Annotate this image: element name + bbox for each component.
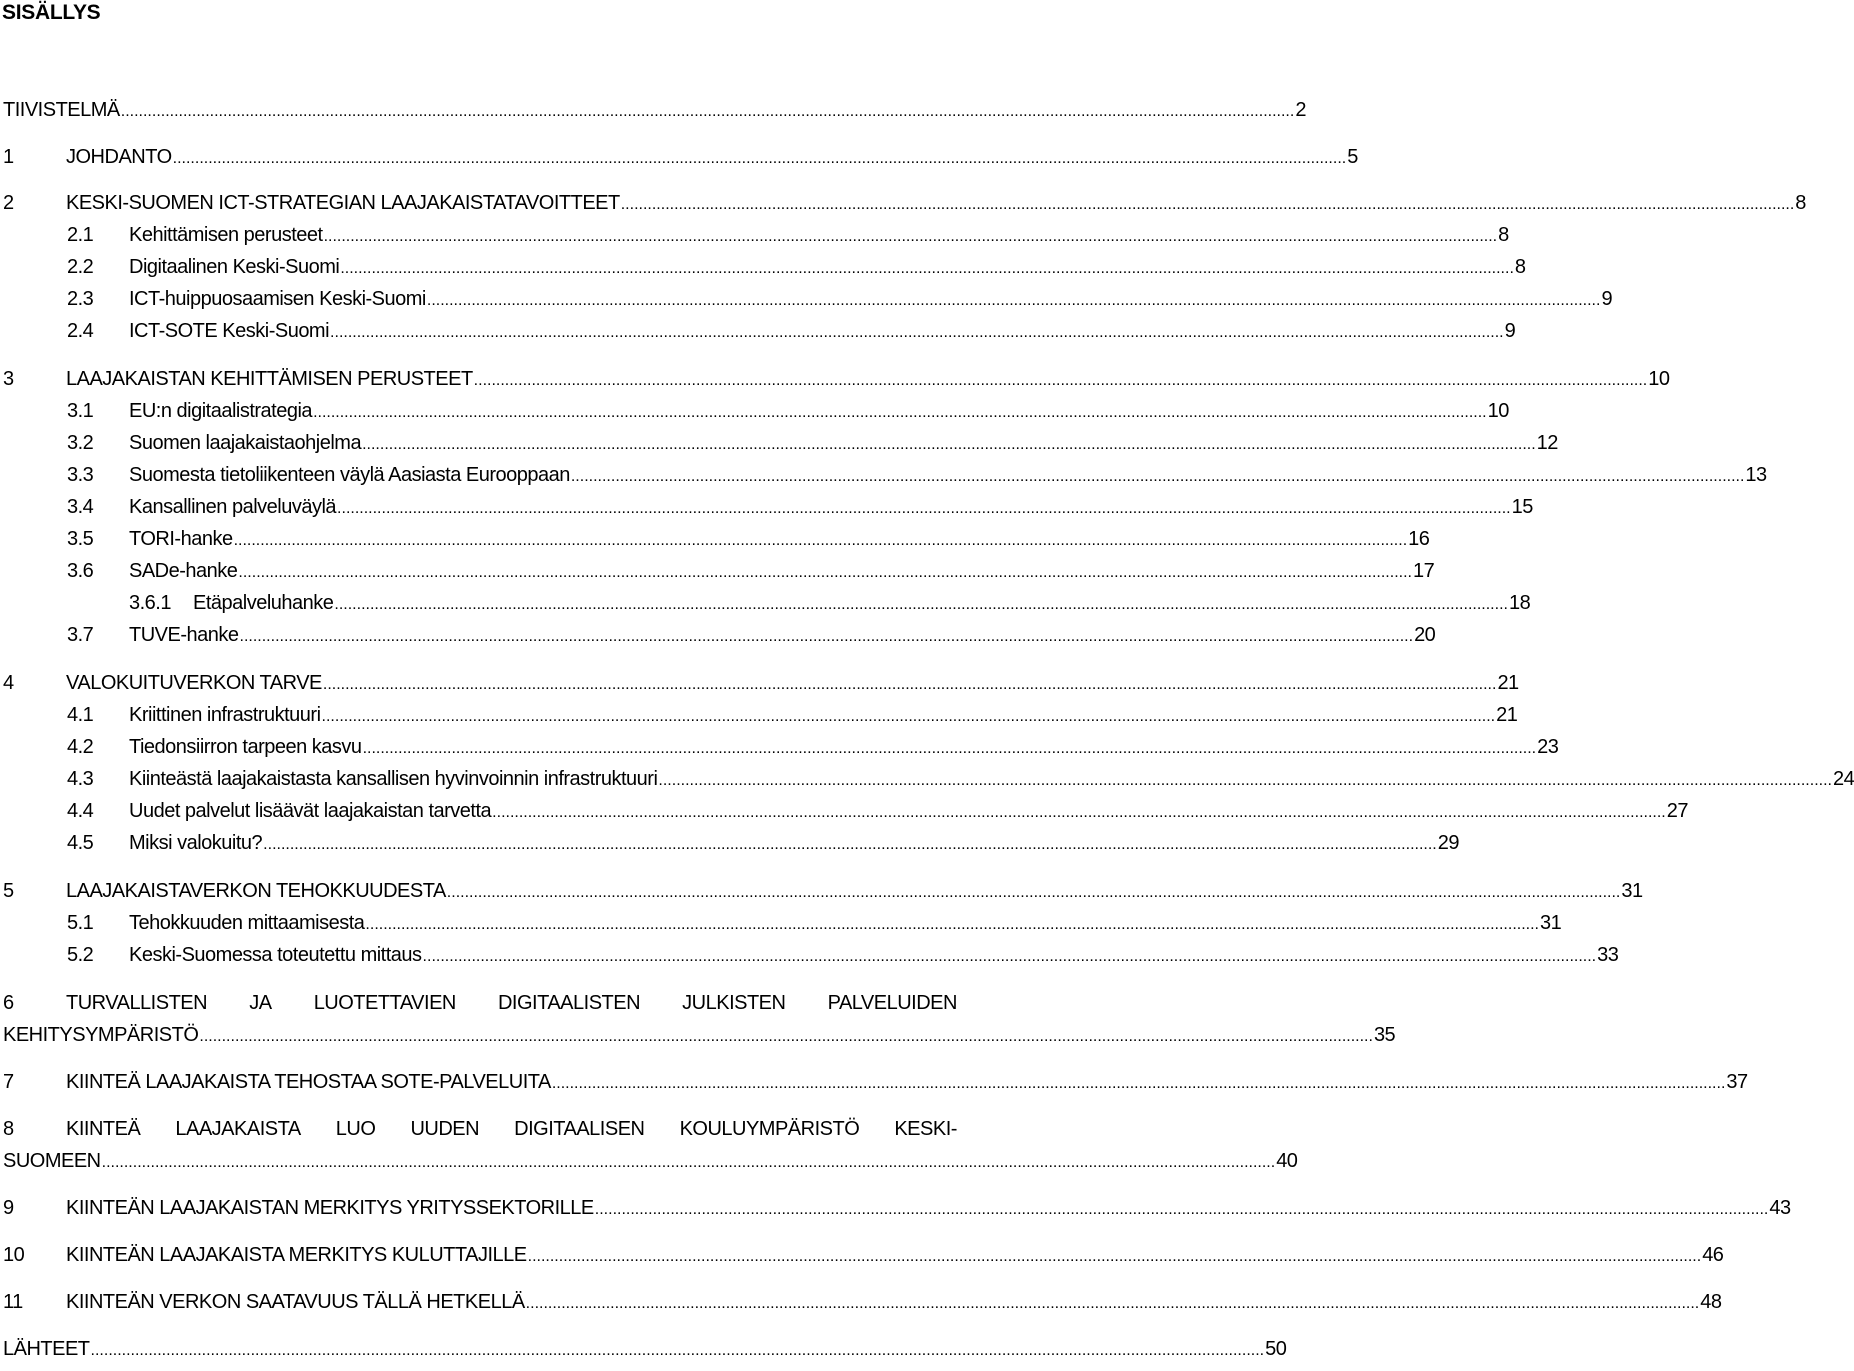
toc-entry-page: 35 <box>1373 1024 1396 1046</box>
toc-entry[interactable] <box>3 733 1559 761</box>
toc-entry-number: 10 <box>3 1244 25 1266</box>
page-title: SISÄLLYS <box>2 1 101 24</box>
toc-entry-number: 2.3 <box>67 288 94 310</box>
toc-entry-page: 2 <box>1295 99 1306 121</box>
toc-entry-page: 20 <box>1414 624 1436 646</box>
toc-entry-page: 43 <box>1769 1197 1791 1219</box>
dot-leader <box>526 1290 1700 1318</box>
toc-entry[interactable] <box>3 493 1533 521</box>
toc-entry[interactable] <box>3 429 1558 457</box>
toc-entry-title-continued: KEHITYSYMPÄRISTÖ <box>3 1024 199 1046</box>
toc-entry-title: Digitaalinen Keski-Suomi <box>129 256 340 278</box>
toc-entry[interactable] <box>3 1194 1791 1222</box>
toc-entry[interactable] <box>3 221 1509 249</box>
dot-leader <box>121 98 1295 126</box>
toc-entry-page: 10 <box>1648 368 1670 390</box>
toc-entry-page: 9 <box>1504 320 1516 342</box>
toc-entry[interactable] <box>3 909 1562 937</box>
toc-entry-page: 5 <box>1347 146 1358 168</box>
toc-entry-number: 3.2 <box>67 432 94 454</box>
toc-entry-page: 48 <box>1700 1291 1722 1313</box>
dot-leader <box>492 799 1666 827</box>
dot-leader <box>313 399 1487 427</box>
toc-entry-title: Suomesta tietoliikenteen väylä Aasiasta Eurooppaan <box>129 464 570 486</box>
toc-entry-continuation[interactable] <box>3 1021 1396 1049</box>
toc-entry-number: 7 <box>3 1071 14 1093</box>
toc-entry-page: 13 <box>1745 464 1767 486</box>
toc-entry-number: 5.1 <box>67 912 94 934</box>
toc-entry-title: EU:n digitaalistrategia <box>129 400 313 422</box>
toc-entry-number: 4.2 <box>67 736 94 758</box>
toc-entry-page: 10 <box>1487 400 1509 422</box>
toc-entry-page: 12 <box>1536 432 1558 454</box>
toc-entry[interactable] <box>3 557 1435 585</box>
toc-entry-title: Suomen laajakaistaohjelma <box>129 432 362 454</box>
toc-entry[interactable] <box>3 989 957 1017</box>
toc-entry-title: Kansallinen palveluväylä <box>129 496 337 518</box>
toc-entry[interactable] <box>3 1115 957 1143</box>
toc-entry[interactable] <box>3 829 1459 857</box>
toc-entry-number: 6 <box>3 992 14 1014</box>
toc-entry[interactable] <box>3 285 1613 313</box>
dot-leader <box>571 463 1745 491</box>
toc-entry[interactable] <box>3 941 1619 969</box>
toc-entry[interactable] <box>3 701 1518 729</box>
toc-entry-title-continued: SUOMEEN <box>3 1150 101 1172</box>
toc-entry[interactable] <box>3 621 1436 649</box>
toc-entry-title: KIINTEÄ LAAJAKAISTA LUO UUDEN DIGITAALISEN KOULUYMPÄRISTÖ KESKI- <box>66 1118 957 1140</box>
toc-entry-title: Kiinteästä laajakaistasta kansallisen hyvinvoinnin infrastruktuuri <box>129 768 658 790</box>
dot-leader <box>552 1070 1726 1098</box>
toc-entry-page: 24 <box>1832 768 1854 790</box>
toc-entry-title: Tiedonsiirron tarpeen kasvu <box>129 736 362 758</box>
toc-entry[interactable] <box>3 589 1531 617</box>
toc-entry-number: 4 <box>3 672 14 694</box>
dot-leader <box>340 255 1514 283</box>
toc-entry[interactable] <box>3 797 1688 825</box>
toc-entry-title: TUVE-hanke <box>129 624 239 646</box>
dot-leader <box>102 1149 1276 1177</box>
toc-entry[interactable] <box>3 461 1767 489</box>
dot-leader <box>234 527 1408 555</box>
toc-entry-title: VALOKUITUVERKON TARVE <box>66 672 322 694</box>
toc-entry[interactable] <box>3 877 1643 905</box>
dot-leader <box>240 623 1414 651</box>
toc-entry-continuation[interactable] <box>3 1147 1298 1175</box>
toc-entry-title: TURVALLISTEN JA LUOTETTAVIEN DIGITAALISTEN JULKISTEN PALVELUIDEN <box>66 992 957 1014</box>
toc-entry-title: Tehokkuuden mittaamisesta <box>129 912 365 934</box>
dot-leader <box>621 191 1795 219</box>
toc-entry-title: LAAJAKAISTAVERKON TEHOKKUUDESTA <box>66 880 446 902</box>
dot-leader <box>173 145 1347 173</box>
toc-entry[interactable] <box>3 96 1306 124</box>
toc-entry-number: 2 <box>3 192 14 214</box>
toc-entry[interactable] <box>3 317 1516 345</box>
dot-leader <box>365 911 1539 939</box>
toc-entry-title: LAAJAKAISTAN KEHITTÄMISEN PERUSTEET <box>66 368 473 390</box>
toc-entry-title: ICT-huippuosaamisen Keski-Suomi <box>129 288 426 310</box>
toc-entry-title: Etäpalveluhanke <box>193 592 334 614</box>
toc-entry-title: LÄHTEET <box>3 1338 90 1360</box>
toc-entry-title: KESKI-SUOMEN ICT-STRATEGIAN LAAJAKAISTATAVOITTEET <box>66 192 620 214</box>
toc-entry-number: 3.3 <box>67 464 94 486</box>
toc-entry-title: JOHDANTO <box>66 146 172 168</box>
toc-entry-number: 5.2 <box>67 944 94 966</box>
toc-entry-page: 21 <box>1497 672 1519 694</box>
toc-entry-title: Uudet palvelut lisäävät laajakaistan tarvetta <box>129 800 492 822</box>
toc-entry-page: 15 <box>1511 496 1533 518</box>
toc-entry[interactable] <box>3 765 1854 793</box>
toc-entry-number: 1 <box>3 146 14 168</box>
dot-leader <box>91 1337 1265 1365</box>
toc-entry-title: KIINTEÄN LAAJAKAISTA MERKITYS KULUTTAJILLE <box>66 1244 527 1266</box>
toc-entry-page: 17 <box>1412 560 1435 582</box>
toc-entry[interactable] <box>3 1288 1722 1316</box>
toc-entry-number: 3.4 <box>67 496 94 518</box>
toc-entry[interactable] <box>3 365 1670 393</box>
toc-entry-page: 37 <box>1726 1071 1748 1093</box>
toc-entry[interactable] <box>3 1335 1287 1363</box>
dot-leader <box>658 767 1832 795</box>
toc-entry-page: 46 <box>1702 1244 1724 1266</box>
toc-entry-page: 40 <box>1276 1150 1298 1172</box>
toc-entry-number: 11 <box>3 1291 23 1313</box>
toc-entry-number: 3.6.1 <box>129 592 171 614</box>
dot-leader <box>330 319 1504 347</box>
toc-entry-number: 3.7 <box>67 624 94 646</box>
toc-entry-title: KIINTEÄN VERKON SAATAVUUS TÄLLÄ HETKELLÄ <box>66 1291 525 1313</box>
toc-entry-number: 4.4 <box>67 800 94 822</box>
dot-leader <box>334 591 1508 619</box>
toc-entry[interactable] <box>3 189 1806 217</box>
toc-entry-title: TIIVISTELMÄ <box>3 99 120 121</box>
dot-leader <box>528 1243 1702 1271</box>
toc-entry-number: 3 <box>3 368 14 390</box>
toc-entry-number: 3.6 <box>67 560 94 582</box>
toc-entry-page: 8 <box>1498 224 1509 246</box>
toc-entry-page: 8 <box>1514 256 1526 278</box>
toc-entry-number: 8 <box>3 1118 14 1140</box>
dot-leader <box>362 431 1536 459</box>
toc-entry[interactable] <box>3 1241 1724 1269</box>
toc-entry-number: 3.5 <box>67 528 94 550</box>
toc-entry-page: 29 <box>1437 832 1459 854</box>
toc-entry-page: 27 <box>1666 800 1688 822</box>
toc-entry-number: 3.1 <box>67 400 94 422</box>
dot-leader <box>474 367 1648 395</box>
dot-leader <box>337 495 1511 523</box>
toc-entry-page: 50 <box>1265 1338 1287 1360</box>
dot-leader <box>363 735 1537 763</box>
dot-leader <box>423 943 1597 971</box>
toc-entry-page: 31 <box>1621 880 1643 902</box>
toc-entry-number: 2.2 <box>67 256 94 278</box>
toc-entry-page: 8 <box>1795 192 1806 214</box>
toc-entry-number: 9 <box>3 1197 14 1219</box>
dot-leader <box>322 703 1496 731</box>
dot-leader <box>595 1196 1769 1224</box>
dot-leader <box>238 559 1412 587</box>
dot-leader <box>447 879 1621 907</box>
toc-entry-number: 5 <box>3 880 14 902</box>
toc-entry[interactable] <box>3 669 1519 697</box>
toc-entry-title: ICT-SOTE Keski-Suomi <box>129 320 330 342</box>
toc-entry-page: 33 <box>1597 944 1619 966</box>
toc-entry-title: KIINTEÄ LAAJAKAISTA TEHOSTAA SOTE-PALVELUITA <box>66 1071 551 1093</box>
toc-entry[interactable] <box>3 397 1509 425</box>
toc-entry-number: 4.5 <box>67 832 94 854</box>
toc-entry[interactable] <box>3 143 1358 171</box>
toc-entry-title: SADe-hanke <box>129 560 238 582</box>
toc-entry[interactable] <box>3 525 1430 553</box>
dot-leader <box>263 831 1437 859</box>
dot-leader <box>324 223 1498 251</box>
toc-entry-page: 23 <box>1537 736 1559 758</box>
toc-entry-page: 16 <box>1408 528 1430 550</box>
toc-entry-number: 4.3 <box>67 768 94 790</box>
toc-entry-page: 9 <box>1601 288 1613 310</box>
toc-entry[interactable] <box>3 253 1526 281</box>
toc-entry-title: KIINTEÄN LAAJAKAISTAN MERKITYS YRITYSSEKTORILLE <box>66 1197 594 1219</box>
toc-entry-page: 21 <box>1496 704 1518 726</box>
toc-entry-number: 2.4 <box>67 320 94 342</box>
dot-leader <box>323 671 1497 699</box>
toc-entry-title: Kriittinen infrastruktuuri <box>129 704 321 726</box>
dot-leader <box>427 287 1601 315</box>
toc-entry-page: 31 <box>1539 912 1562 934</box>
toc-entry-number: 4.1 <box>67 704 94 726</box>
toc-entry-title: Keski-Suomessa toteutettu mittaus <box>129 944 422 966</box>
toc-entry-page: 18 <box>1508 592 1531 614</box>
toc-entry-title: Miksi valokuitu? <box>129 832 263 854</box>
dot-leader <box>199 1023 1373 1051</box>
toc-entry-title: TORI-hanke <box>129 528 233 550</box>
toc-entry-number: 2.1 <box>67 224 94 246</box>
toc-entry-title: Kehittämisen perusteet <box>129 224 323 246</box>
toc-entry[interactable] <box>3 1068 1748 1096</box>
